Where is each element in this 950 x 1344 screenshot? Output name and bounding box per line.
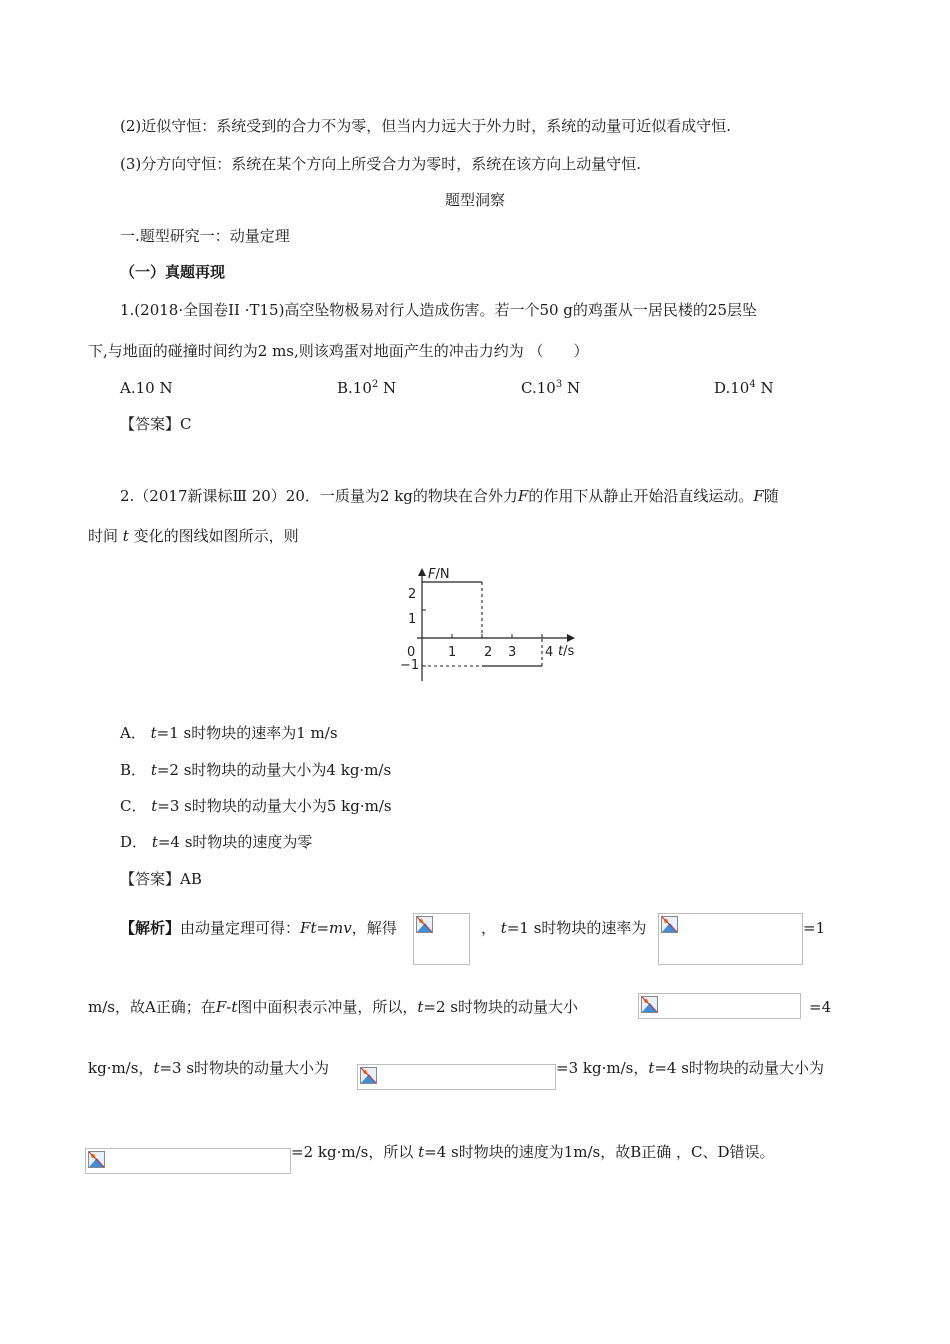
section-title: 题型洞察 bbox=[444, 191, 505, 209]
q1-line2: 下,与地面的碰撞时间约为2 ms,则该鸡蛋对地面产生的冲击力约为 （ ） bbox=[88, 342, 589, 360]
q1-option-c: $C.10^3$ N bbox=[521, 379, 581, 397]
q2-option-b: B． t=2 s时物块的动量大小为4 kg·m/s bbox=[120, 761, 392, 779]
q2-option-d: D． t=4 s时物块的速度为零 bbox=[120, 833, 313, 851]
broken-image-icon bbox=[85, 1148, 291, 1174]
broken-image-icon bbox=[658, 913, 803, 965]
x-tick-2: 2 bbox=[484, 645, 493, 660]
analysis-line2-b: =4 bbox=[809, 998, 832, 1016]
q2-answer: 【答案】AB bbox=[120, 870, 202, 888]
x-tick-1: 1 bbox=[448, 645, 457, 660]
q2-option-a: A． t=1 s时物块的速率为1 m/s bbox=[120, 724, 338, 742]
analysis-line1-a: 【解析】由动量定理可得：Ft=mv，解得 bbox=[120, 919, 397, 937]
graph-axes bbox=[417, 568, 575, 681]
q1-line1: 1.(2018·全国卷II ·T15)高空坠物极易对行人造成伤害。若一个50 g的鸡蛋从一居民楼的25层坠 bbox=[120, 301, 757, 319]
q2-line1: 2.（2017新课标Ⅲ 20）20．一质量为2 kg的物块在合外力F的作用下从静止开始沿直线运动。F随 bbox=[120, 487, 779, 505]
analysis-line3-a: kg·m/s，t=3 s时物块的动量大小为 bbox=[88, 1059, 330, 1077]
x-tick-3: 3 bbox=[508, 645, 517, 660]
analysis-line4: =2 kg·m/s，所以 t=4 s时物块的速度为1m/s，故B正确 ，C、D错误。 bbox=[291, 1143, 775, 1161]
x-axis-label: t/s bbox=[558, 644, 575, 659]
broken-image-icon bbox=[413, 913, 470, 965]
y-axis-label: F/N bbox=[428, 567, 450, 582]
q1-option-d: $D.10^4$ N bbox=[714, 379, 774, 397]
topic-heading: 一.题型研究一：动量定理 bbox=[120, 227, 290, 245]
y-tick-neg1: −1 bbox=[400, 658, 420, 673]
x-axis-arrow bbox=[567, 634, 575, 642]
force-time-graph bbox=[395, 563, 585, 683]
broken-image-icon bbox=[357, 1064, 556, 1090]
subsection-heading: （一）真题再现 bbox=[120, 263, 226, 281]
conservation-direction: (3)分方向守恒：系统在某个方向上所受合力为零时，系统在该方向上动量守恒. bbox=[120, 155, 642, 173]
q1-option-b: $B.10^2$ N bbox=[337, 379, 397, 397]
q2-line2: 时间 t 变化的图线如图所示，则 bbox=[88, 527, 299, 545]
analysis-line1-c: =1 bbox=[803, 919, 826, 937]
broken-image-icon bbox=[638, 993, 801, 1019]
origin-label: 0 bbox=[407, 645, 416, 660]
analysis-line2-a: m/s，故A正确；在F-t图中面积表示冲量，所以，t=2 s时物块的动量大小 bbox=[88, 998, 578, 1016]
y-axis-arrow bbox=[418, 568, 426, 576]
q1-option-a: A.10 N bbox=[120, 379, 173, 397]
analysis-line1-b: ， t=1 s时物块的速率为 bbox=[481, 919, 647, 937]
q2-option-c: C． t=3 s时物块的动量大小为5 kg·m/s bbox=[120, 797, 392, 815]
q1-answer: 【答案】C bbox=[120, 415, 192, 433]
conservation-approx: (2)近似守恒：系统受到的合力不为零，但当内力远大于外力时，系统的动量可近似看成守恒. bbox=[120, 117, 732, 135]
analysis-line3-b: =3 kg·m/s，t=4 s时物块的动量大小为 bbox=[556, 1059, 824, 1077]
y-tick-2: 2 bbox=[408, 587, 417, 602]
y-tick-1: 1 bbox=[408, 612, 417, 627]
x-tick-4: 4 bbox=[545, 645, 554, 660]
